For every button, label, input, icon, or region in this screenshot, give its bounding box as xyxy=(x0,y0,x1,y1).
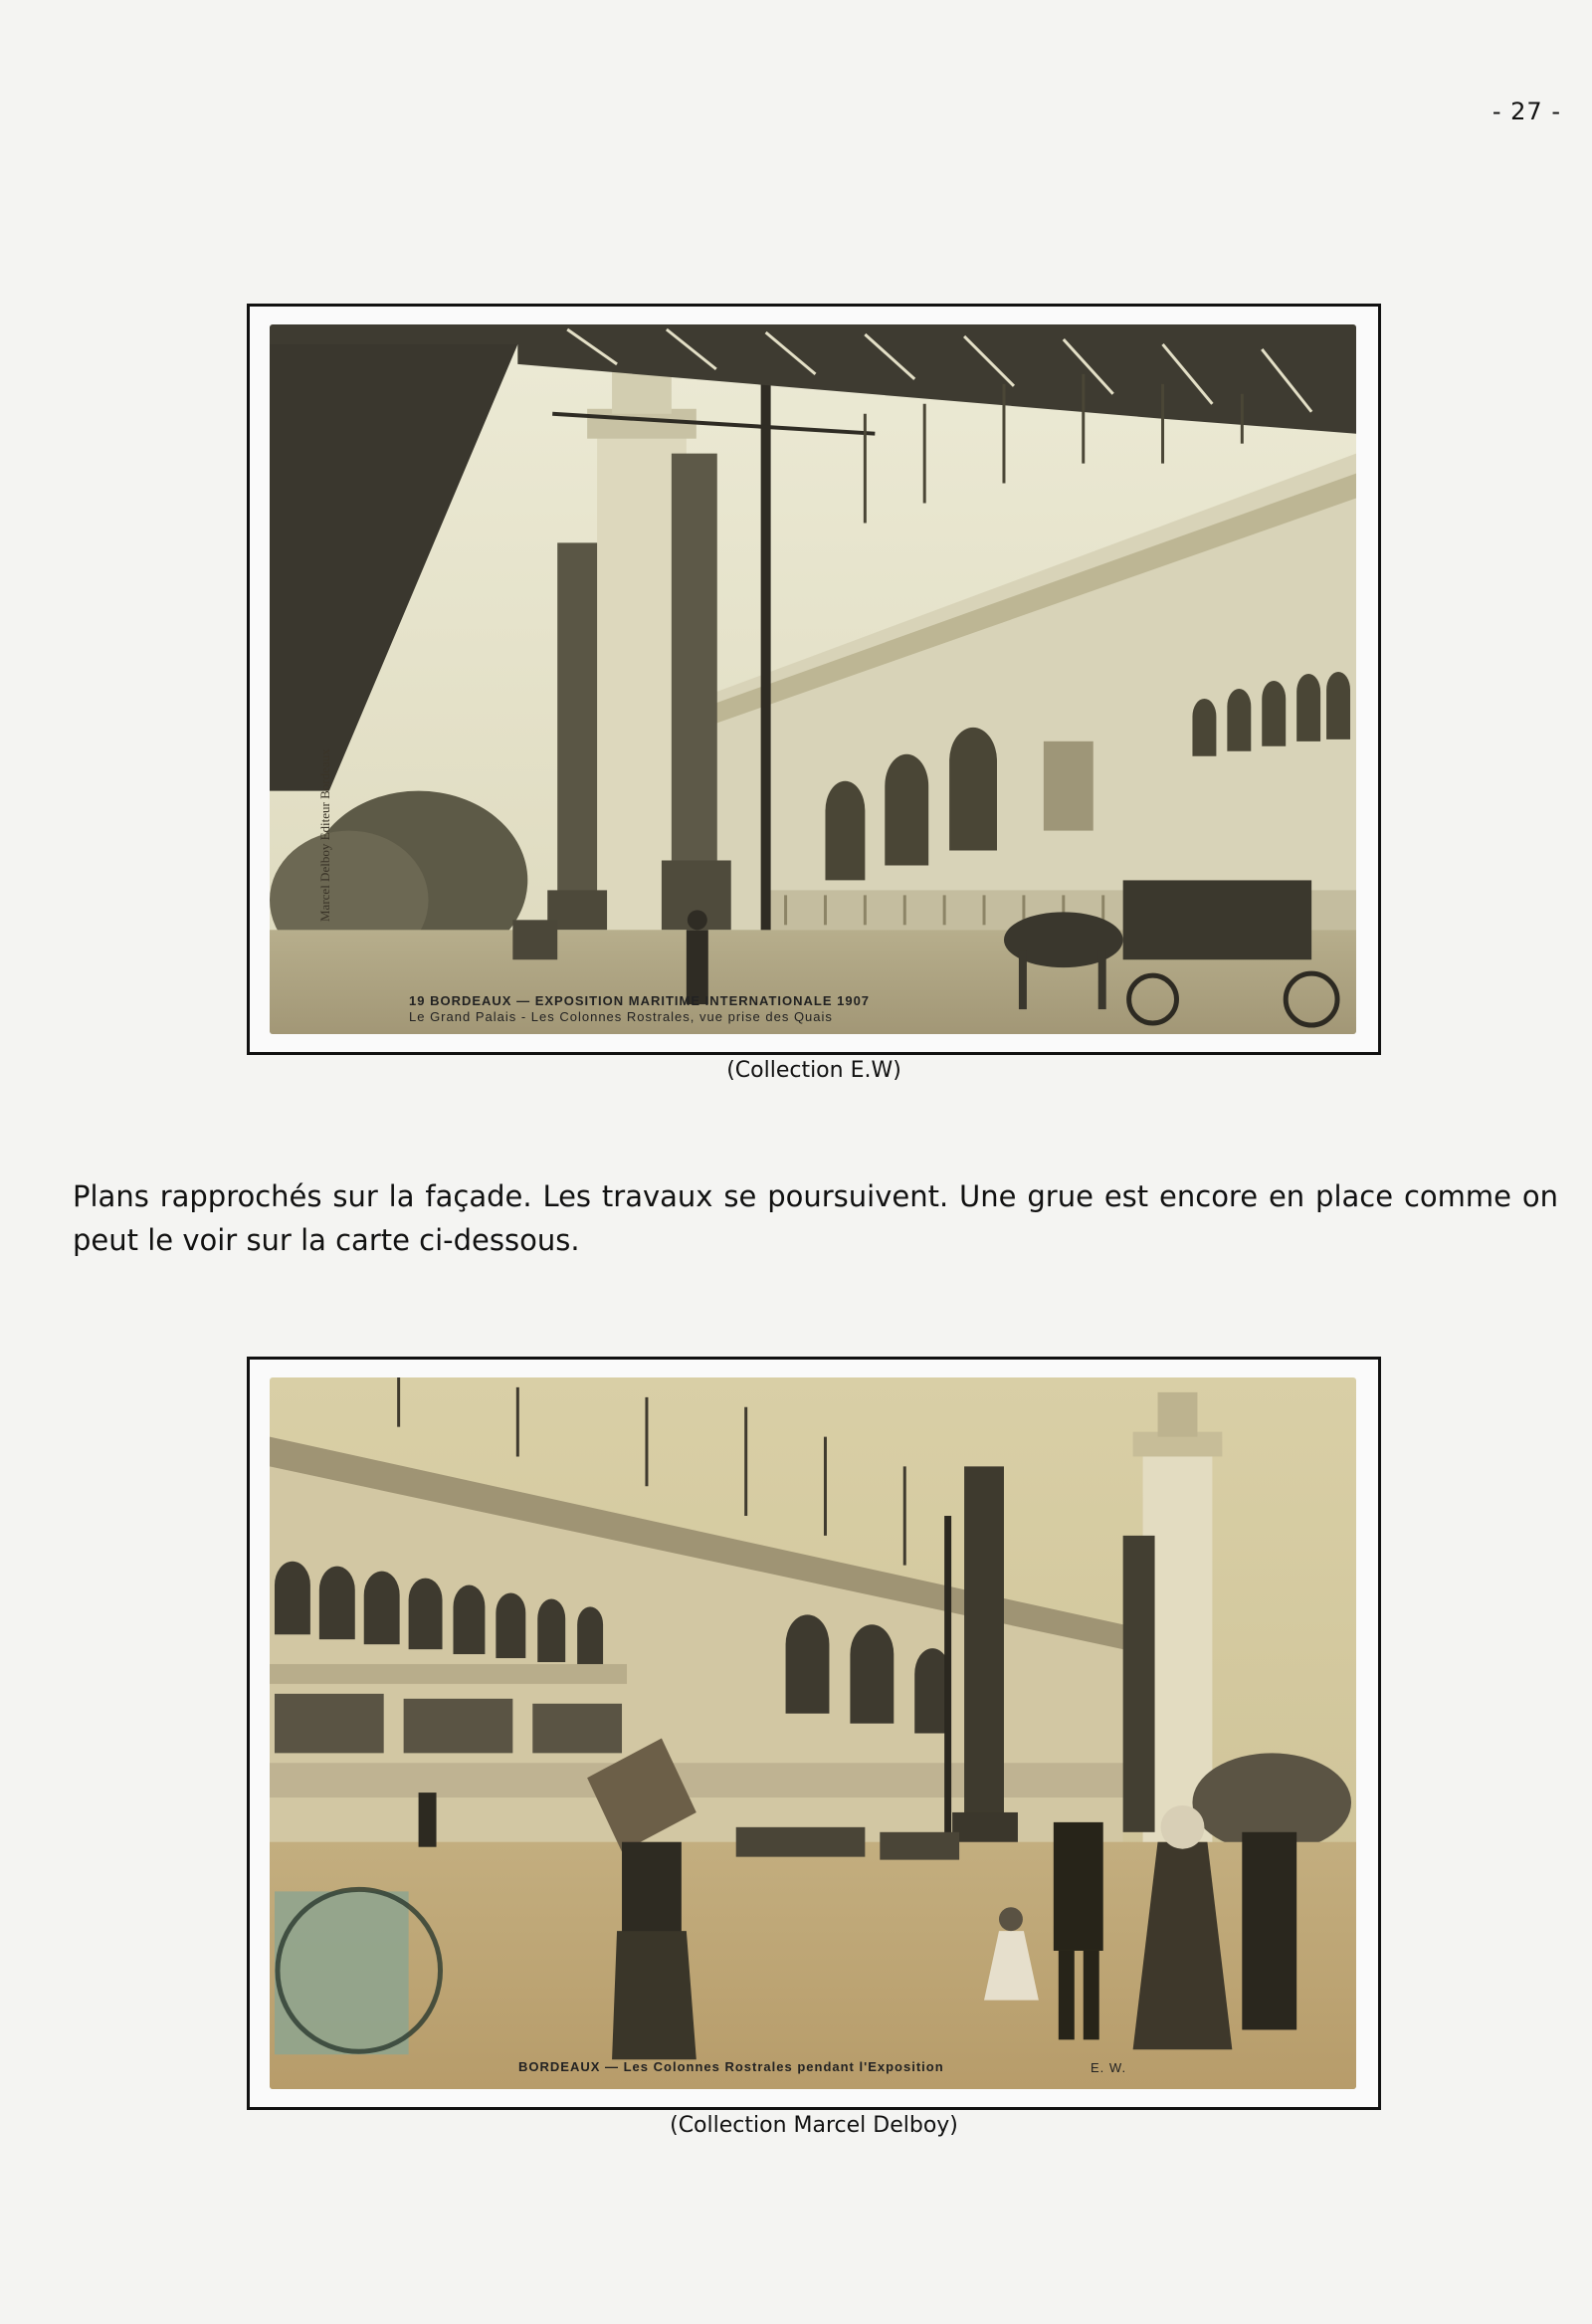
postcard-frame-1 xyxy=(247,304,1381,1083)
postcard-2-caption: BORDEAUX — Les Colonnes Rostrales pendant l'Exposition xyxy=(518,2059,944,2074)
postcard-image-1 xyxy=(270,324,1356,1034)
page-number: - 27 - xyxy=(1492,98,1561,125)
postcard-1-photo xyxy=(270,324,1356,1034)
postcard-1-caption-line1: 19 BORDEAUX — EXPOSITION MARITIME INTERNATIONALE 1907 xyxy=(409,993,871,1008)
postcard-image-2 xyxy=(270,1377,1356,2089)
postcard-2-photo xyxy=(270,1377,1356,2089)
body-paragraph: Plans rapprochés sur la façade. Les travaux se poursuivent. Une grue est encore en place comme on peut le voir sur la carte ci-dessous. xyxy=(73,1179,1558,1257)
postcard-1-caption-line2: Le Grand Palais - Les Colonnes Rostrales, vue prise des Quais xyxy=(409,1009,833,1024)
postcard-1-publisher-side-text: Marcel Delboy Editeur Bordeaux xyxy=(317,748,332,922)
postcard-1-collection-label: (Collection E.W) xyxy=(726,1058,901,1083)
postcard-frame-2 xyxy=(247,1357,1381,2138)
postcard-2-publisher-mark: E. W. xyxy=(1091,2060,1127,2075)
postcard-2-collection-label: (Collection Marcel Delboy) xyxy=(670,2113,958,2138)
